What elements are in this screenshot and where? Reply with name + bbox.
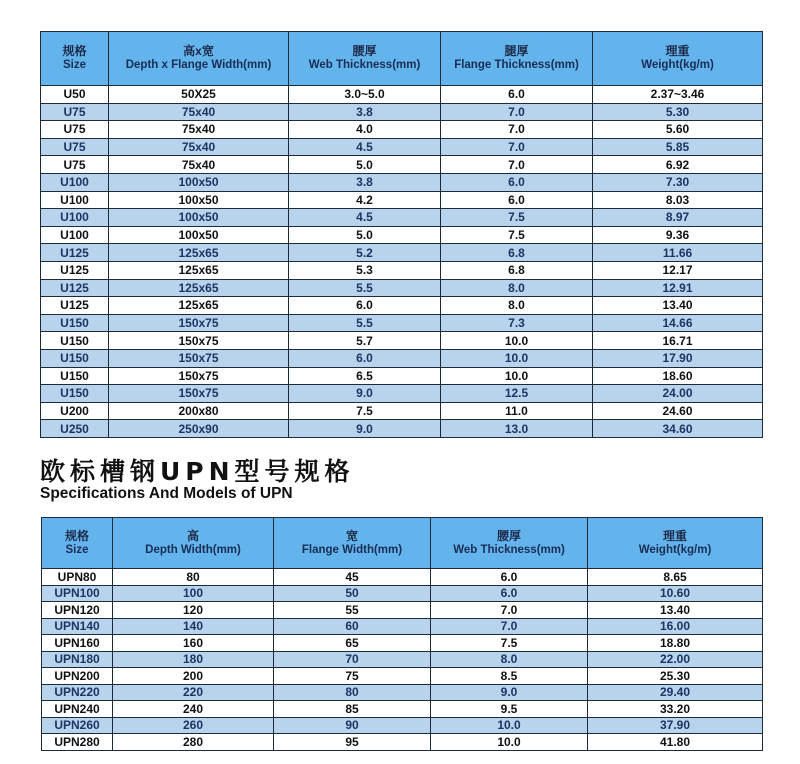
- table-cell: 160: [113, 635, 274, 652]
- table-row: [41, 385, 763, 403]
- table-row: [41, 297, 763, 315]
- table-cell: U75: [41, 138, 109, 156]
- table-cell: UPN140: [42, 618, 113, 635]
- table-cell: 5.0: [289, 156, 441, 174]
- table-cell: UPN260: [42, 717, 113, 734]
- column-header-cn: 规格: [62, 44, 87, 59]
- table-cell: 9.0: [431, 684, 588, 701]
- column-header-en: Weight(kg/m): [641, 59, 714, 72]
- table-cell: 18.60: [593, 367, 763, 385]
- table-cell: 6.0: [289, 349, 441, 367]
- table-row: [41, 103, 763, 121]
- table-cell: 10.0: [431, 717, 588, 734]
- table-cell: 125x65: [109, 279, 289, 297]
- column-header-en: Weight(kg/m): [638, 543, 712, 556]
- table-cell: 5.5: [289, 314, 441, 332]
- table-cell: 260: [113, 717, 274, 734]
- column-header-en: Size: [65, 543, 89, 556]
- table-cell: U125: [41, 297, 109, 315]
- table-cell: 12.17: [593, 261, 763, 279]
- table-cell: UPN200: [42, 668, 113, 685]
- table-cell: 8.0: [441, 297, 593, 315]
- table-cell: 13.0: [441, 420, 593, 438]
- table-row: [41, 121, 763, 139]
- table-cell: 8.65: [588, 569, 763, 586]
- table-cell: 5.60: [593, 121, 763, 139]
- table-cell: 55: [274, 602, 431, 619]
- table-cell: U150: [41, 314, 109, 332]
- table-cell: U125: [41, 261, 109, 279]
- table-cell: 100x50: [109, 226, 289, 244]
- table-row: [41, 156, 763, 174]
- column-header-cn: 腿厚: [504, 44, 529, 59]
- table-cell: 10.60: [588, 585, 763, 602]
- column-header: [109, 32, 289, 86]
- table-row: [42, 668, 763, 685]
- table-body: [41, 86, 763, 438]
- column-header-cn: 理重: [665, 44, 690, 59]
- table-cell: 7.0: [441, 138, 593, 156]
- table-cell: U125: [41, 279, 109, 297]
- u-channel-spec-table: [40, 31, 763, 438]
- table-cell: 8.03: [593, 191, 763, 209]
- table-cell: 8.0: [441, 279, 593, 297]
- table-cell: UPN280: [42, 734, 113, 751]
- table-cell: 75: [274, 668, 431, 685]
- table-row: [41, 314, 763, 332]
- table-cell: UPN240: [42, 701, 113, 718]
- table-row: [42, 701, 763, 718]
- table-cell: U50: [41, 86, 109, 104]
- table-cell: 5.2: [289, 244, 441, 262]
- table-cell: 12.91: [593, 279, 763, 297]
- table-cell: 125x65: [109, 297, 289, 315]
- column-header: [113, 518, 274, 569]
- column-header-en: Size: [62, 59, 86, 72]
- column-header: [41, 32, 109, 86]
- section-title-en: Specifications And Models of UPN: [40, 485, 293, 502]
- table-cell: 6.0: [441, 86, 593, 104]
- table-cell: 8.0: [431, 651, 588, 668]
- table-cell: U100: [41, 226, 109, 244]
- column-header-cn: 高x宽: [183, 44, 214, 59]
- table-cell: 80: [274, 684, 431, 701]
- table-cell: 125x65: [109, 244, 289, 262]
- table-row: [41, 209, 763, 227]
- table-cell: U150: [41, 385, 109, 403]
- table-cell: 6.0: [441, 173, 593, 191]
- table-row: [41, 173, 763, 191]
- table-cell: 22.00: [588, 651, 763, 668]
- table-cell: U75: [41, 121, 109, 139]
- column-header-cn: 规格: [64, 528, 89, 543]
- table-cell: 9.0: [289, 385, 441, 403]
- table-cell: 75x40: [109, 121, 289, 139]
- table-cell: 16.00: [588, 618, 763, 635]
- table-cell: U100: [41, 191, 109, 209]
- table-cell: 2.37~3.46: [593, 86, 763, 104]
- table-cell: 7.0: [441, 103, 593, 121]
- table-cell: 24.00: [593, 385, 763, 403]
- table-cell: 7.0: [431, 602, 588, 619]
- table-cell: 4.5: [289, 209, 441, 227]
- table-cell: 75x40: [109, 156, 289, 174]
- table-cell: 5.0: [289, 226, 441, 244]
- table-cell: 150x75: [109, 385, 289, 403]
- table-cell: 25.30: [588, 668, 763, 685]
- table-cell: 180: [113, 651, 274, 668]
- table-cell: 9.0: [289, 420, 441, 438]
- table-cell: 5.30: [593, 103, 763, 121]
- column-header-en: Depth x Flange Width(mm): [125, 59, 272, 72]
- table-cell: 200x80: [109, 402, 289, 420]
- table-cell: 7.0: [431, 618, 588, 635]
- table-cell: 100x50: [109, 209, 289, 227]
- table-cell: 85: [274, 701, 431, 718]
- table-cell: 6.0: [431, 569, 588, 586]
- column-header: [274, 518, 431, 569]
- table-row: [42, 651, 763, 668]
- table-row: [41, 279, 763, 297]
- table-cell: 9.5: [431, 701, 588, 718]
- table-cell: UPN120: [42, 602, 113, 619]
- table-cell: 150x75: [109, 332, 289, 350]
- table-cell: 7.3: [441, 314, 593, 332]
- table-cell: U150: [41, 349, 109, 367]
- column-header: [588, 518, 763, 569]
- table-cell: 9.36: [593, 226, 763, 244]
- table-cell: 7.0: [441, 121, 593, 139]
- table-cell: UPN100: [42, 585, 113, 602]
- table-cell: 220: [113, 684, 274, 701]
- table-cell: 3.0~5.0: [289, 86, 441, 104]
- table-row: [41, 367, 763, 385]
- table-cell: 10.0: [441, 367, 593, 385]
- table-cell: 6.92: [593, 156, 763, 174]
- table-cell: UPN180: [42, 651, 113, 668]
- table-cell: U100: [41, 173, 109, 191]
- table-cell: 75x40: [109, 138, 289, 156]
- table-row: [41, 402, 763, 420]
- table-cell: U150: [41, 367, 109, 385]
- table-cell: 100x50: [109, 173, 289, 191]
- table-cell: 5.5: [289, 279, 441, 297]
- column-header-en: Web Thickness(mm): [308, 59, 421, 72]
- table-cell: 3.8: [289, 173, 441, 191]
- column-header: [289, 32, 441, 86]
- table-cell: 8.5: [431, 668, 588, 685]
- table-header-row: [42, 518, 763, 569]
- table-cell: 6.0: [289, 297, 441, 315]
- table-cell: U75: [41, 156, 109, 174]
- table-cell: U250: [41, 420, 109, 438]
- table-cell: 6.5: [289, 367, 441, 385]
- table-cell: 125x65: [109, 261, 289, 279]
- table-cell: 33.20: [588, 701, 763, 718]
- table-cell: 7.5: [441, 209, 593, 227]
- table-row: [41, 332, 763, 350]
- table-cell: 13.40: [588, 602, 763, 619]
- table-row: [42, 569, 763, 586]
- table-cell: U200: [41, 402, 109, 420]
- table-cell: 80: [113, 569, 274, 586]
- table-cell: 18.80: [588, 635, 763, 652]
- table-row: [42, 635, 763, 652]
- table-cell: 120: [113, 602, 274, 619]
- table-cell: 7.5: [431, 635, 588, 652]
- table-cell: 100x50: [109, 191, 289, 209]
- table-cell: 24.60: [593, 402, 763, 420]
- table-cell: 75x40: [109, 103, 289, 121]
- table-cell: 65: [274, 635, 431, 652]
- table-cell: 250x90: [109, 420, 289, 438]
- column-header-cn: 高: [186, 528, 199, 543]
- column-header-cn: 腰厚: [496, 528, 521, 543]
- table-cell: 240: [113, 701, 274, 718]
- table-cell: 11.66: [593, 244, 763, 262]
- table-cell: 6.8: [441, 244, 593, 262]
- column-header: [593, 32, 763, 86]
- table-cell: 150x75: [109, 349, 289, 367]
- table-row: [42, 618, 763, 635]
- table-cell: 7.30: [593, 173, 763, 191]
- table-cell: 3.8: [289, 103, 441, 121]
- table-cell: UPN220: [42, 684, 113, 701]
- table-cell: 37.90: [588, 717, 763, 734]
- table-row: [41, 191, 763, 209]
- table-cell: 4.5: [289, 138, 441, 156]
- table-cell: 7.5: [289, 402, 441, 420]
- table-cell: 50: [274, 585, 431, 602]
- table-row: [42, 585, 763, 602]
- column-header-cn: 腰厚: [352, 44, 377, 59]
- table-row: [42, 684, 763, 701]
- table-cell: 4.2: [289, 191, 441, 209]
- column-header: [441, 32, 593, 86]
- table-row: [41, 349, 763, 367]
- table-cell: 12.5: [441, 385, 593, 403]
- table-cell: 6.0: [441, 191, 593, 209]
- table-cell: 41.80: [588, 734, 763, 751]
- table-cell: 7.0: [441, 156, 593, 174]
- table-cell: 10.0: [441, 349, 593, 367]
- table-row: [41, 138, 763, 156]
- table-cell: 60: [274, 618, 431, 635]
- table-cell: UPN160: [42, 635, 113, 652]
- table-cell: U125: [41, 244, 109, 262]
- column-header: [431, 518, 588, 569]
- table-row: [42, 602, 763, 619]
- table-cell: 14.66: [593, 314, 763, 332]
- table-row: [41, 86, 763, 104]
- table-cell: 95: [274, 734, 431, 751]
- column-header-en: Web Thickness(mm): [453, 543, 565, 556]
- table-cell: 70: [274, 651, 431, 668]
- table-row: [41, 261, 763, 279]
- table-body: [42, 569, 763, 751]
- table-cell: 13.40: [593, 297, 763, 315]
- table-cell: 150x75: [109, 314, 289, 332]
- table-cell: 34.60: [593, 420, 763, 438]
- table-cell: 280: [113, 734, 274, 751]
- table-cell: 5.3: [289, 261, 441, 279]
- table-row: [41, 420, 763, 438]
- table-cell: 140: [113, 618, 274, 635]
- table-cell: 7.5: [441, 226, 593, 244]
- table-cell: UPN80: [42, 569, 113, 586]
- table-cell: 5.7: [289, 332, 441, 350]
- table-cell: 29.40: [588, 684, 763, 701]
- table-row: [41, 244, 763, 262]
- table-cell: 10.0: [431, 734, 588, 751]
- column-header: [42, 518, 113, 569]
- column-header-en: Flange Width(mm): [301, 543, 403, 556]
- table-row: [42, 717, 763, 734]
- table-cell: 16.71: [593, 332, 763, 350]
- table-cell: 5.85: [593, 138, 763, 156]
- table-cell: 100: [113, 585, 274, 602]
- table-cell: 150x75: [109, 367, 289, 385]
- table-cell: U150: [41, 332, 109, 350]
- table-cell: 50X25: [109, 86, 289, 104]
- table-cell: 6.0: [431, 585, 588, 602]
- table-cell: U75: [41, 103, 109, 121]
- table-cell: 6.8: [441, 261, 593, 279]
- table-cell: 45: [274, 569, 431, 586]
- upn-spec-table: [41, 517, 763, 751]
- table-cell: 90: [274, 717, 431, 734]
- table-cell: 10.0: [441, 332, 593, 350]
- table-cell: 8.97: [593, 209, 763, 227]
- column-header-en: Depth Width(mm): [145, 543, 241, 556]
- table-row: [42, 734, 763, 751]
- column-header-en: Flange Thickness(mm): [454, 59, 579, 72]
- table-header-row: [41, 32, 763, 86]
- section-title-cn: 欧标槽钢UPN型号规格: [40, 457, 355, 486]
- table-row: [41, 226, 763, 244]
- table-cell: U100: [41, 209, 109, 227]
- column-header-cn: 宽: [345, 528, 358, 543]
- table-cell: 4.0: [289, 121, 441, 139]
- column-header-cn: 理重: [662, 528, 687, 543]
- table-cell: 200: [113, 668, 274, 685]
- table-cell: 17.90: [593, 349, 763, 367]
- table-cell: 11.0: [441, 402, 593, 420]
